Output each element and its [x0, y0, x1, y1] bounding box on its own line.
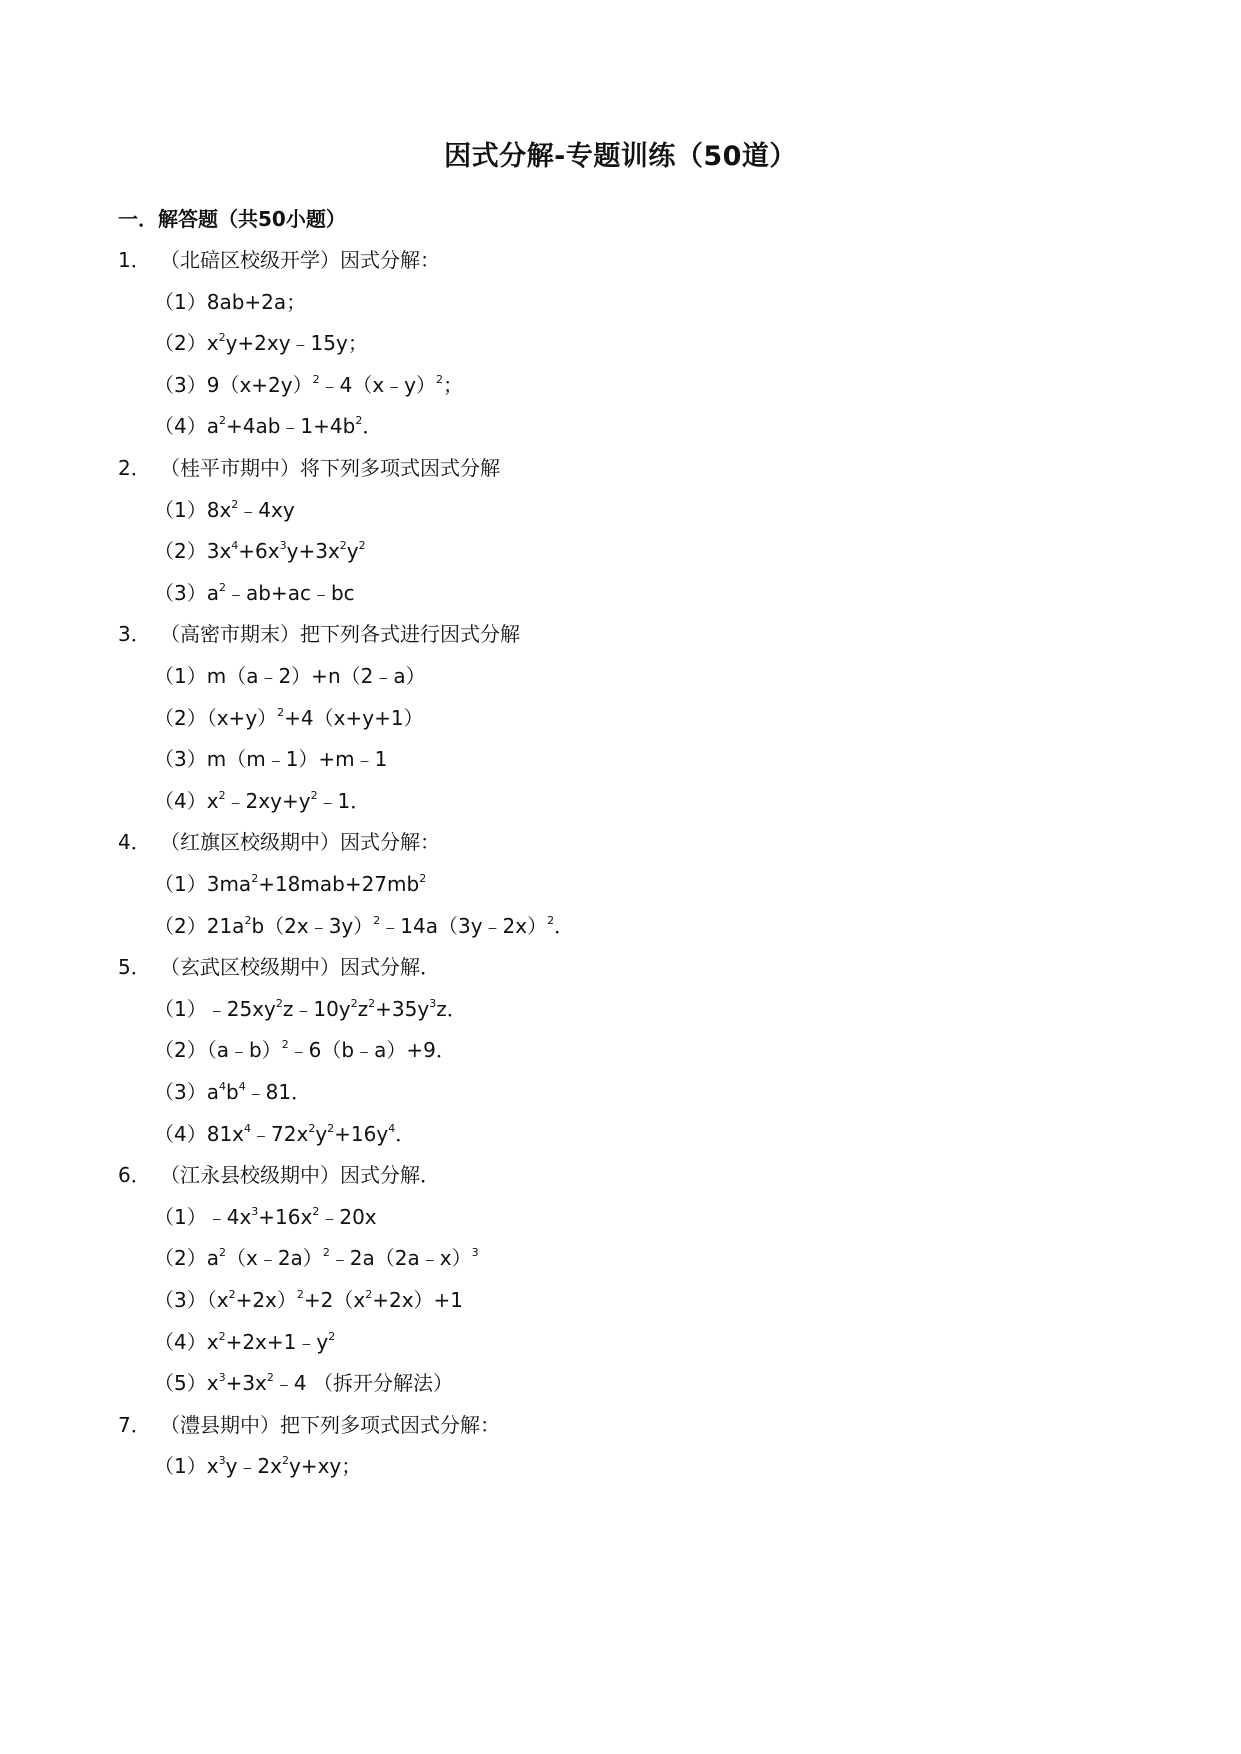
question-text: （澧县期中）把下列多项式因式分解： [160, 1413, 500, 1437]
question-6 [118, 1161, 440, 1189]
question-number: 4． [118, 830, 151, 854]
question-3-part-2: $(2)(x+y)^2+4(x+y+1)$ [154, 706, 424, 730]
question-1-part-2: $(2)x^2y+2xy﹣15y$； [154, 331, 368, 355]
question-2 [118, 454, 500, 482]
question-text: （北碚区校级开学）因式分解： [160, 248, 440, 272]
question-number: 1． [118, 248, 151, 272]
question-number: 3． [118, 622, 151, 646]
question-5-part-2: （2）（a﹣b）$^2$﹣6（b﹣a）+9． [154, 1038, 456, 1062]
question-7 [118, 1411, 500, 1439]
question-3-part-1: （1）m（a﹣2）+n（2﹣a） [154, 664, 426, 688]
question-1 [118, 246, 440, 274]
question-5-part-4: $(4)81x^4﹣72x^2y^2+16y^4$． [154, 1122, 416, 1146]
question-1-part-3: $(3)9(x+2y)^2﹣4(x﹣y)^2$； [154, 373, 464, 397]
question-6-part-3: $(3)(x^2+2x)^2+2(x^2+2x)+1$ [154, 1288, 464, 1312]
question-7-part-1: $(1)x^3y﹣2x^2y+xy$； [154, 1454, 362, 1478]
question-text: （高密市期末）把下列各式进行因式分解 [160, 622, 520, 646]
question-5-part-3: $(3)a^4b^4﹣81$． [154, 1080, 312, 1104]
question-number: 5． [118, 955, 151, 979]
question-text: （桂平市期中）将下列多项式因式分解 [160, 456, 500, 480]
question-6-part-2: $(2)a^2(x﹣2a)^2﹣2a(2a﹣x)^3$ [154, 1246, 479, 1270]
question-4 [118, 828, 440, 856]
question-text: （红旗区校级期中）因式分解： [160, 830, 440, 854]
question-2-part-3: $(3)a^2﹣ab+ac﹣bc$ [154, 581, 355, 605]
question-1-part-1: （1）8ab+2a； [154, 290, 307, 314]
question-number: 6． [118, 1163, 151, 1187]
question-3 [118, 620, 520, 648]
question-3-part-3: （3）m（m﹣1）+m﹣1 [154, 747, 388, 771]
question-5-part-1: $(1)﹣25xy^2z﹣10y^2z^2+35y^3z$． [154, 997, 467, 1021]
question-6-part-4: $(4)x^2+2x+1﹣y^2$ [154, 1330, 336, 1354]
question-4-part-2: $(2)21a^2b(2x﹣3y)^2﹣14a(3y﹣2x)^2$． [154, 914, 575, 938]
question-6-part-1: $(1)﹣4x^3+16x^2﹣20x$ [154, 1205, 377, 1229]
question-text: （玄武区校级期中）因式分解． [160, 955, 440, 979]
question-2-part-1: $(1)8x^2﹣4xy$ [154, 498, 295, 522]
question-4-part-1: $(1)3ma^2+18mab+27mb^2$ [154, 872, 427, 896]
page-title: 因式分解-专题训练（50道） [444, 141, 797, 172]
question-5 [118, 953, 440, 981]
question-number: 2． [118, 456, 151, 480]
question-number: 7． [118, 1413, 151, 1437]
question-text: （江永县校级期中）因式分解． [160, 1163, 440, 1187]
section-heading: 一．解答题（共50小题） [118, 207, 346, 231]
question-1-part-4: $(4)a^2+4ab﹣1+4b^2$． [154, 414, 383, 438]
question-6-part-5: $(5)x^3+3x^2﹣4$ （拆开分解法） [154, 1371, 453, 1395]
question-2-part-2: $(2)3x^4+6x^3y+3x^2y^2$ [154, 539, 366, 563]
question-3-part-4: $(4)x^2﹣2xy+y^2﹣1$． [154, 789, 371, 813]
